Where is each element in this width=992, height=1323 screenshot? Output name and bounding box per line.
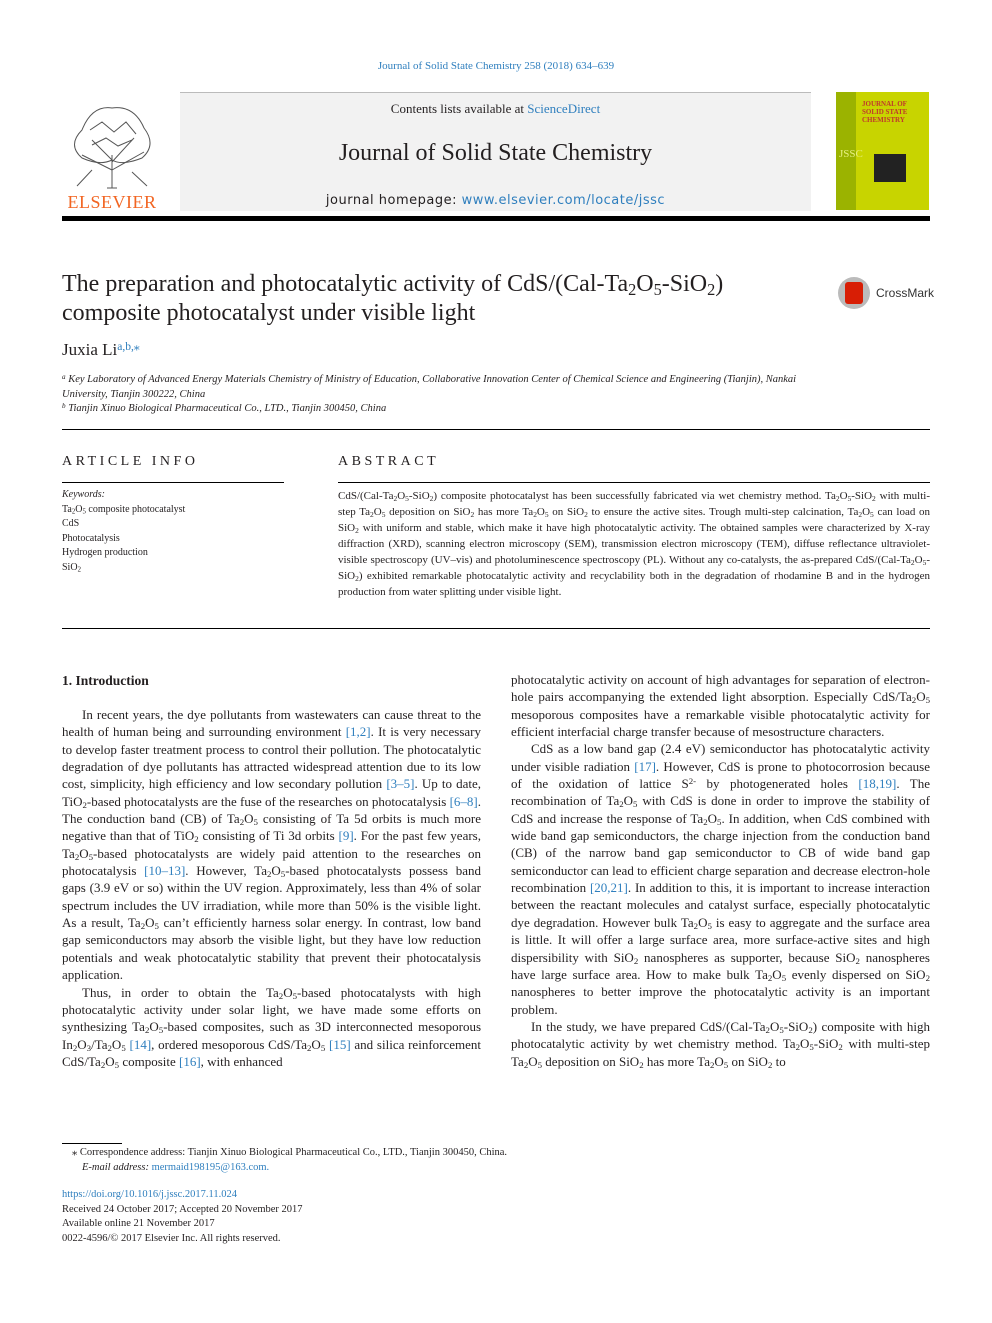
keyword-item: Photocatalysis <box>62 532 120 544</box>
divider <box>62 628 930 629</box>
article-title: The preparation and photocatalytic activity of CdS/$(Cal-Ta_2O_5-SiO_2)$ composite photocatalyst under visible light <box>62 271 724 326</box>
paragraph: Thus, in order to obtain the $Ta_2O_5$-based photocatalysts with high photocatalytic activity under solar light, we have made some efforts on synthesizing $Ta_2O_5$-based composites, such as 3D interconnected mesoporous $In_2O_3/Ta_2O_5$ [14], ordered mesoporous CdS/$Ta_2O_5$ [15] and silica reinforcement CdS/$Ta_2O_5$ composite [16], with enhanced <box>62 984 482 1071</box>
keyword-item: SiO$_2$ <box>62 561 81 574</box>
reference-link[interactable]: [3–5] <box>386 776 415 792</box>
divider <box>338 482 930 483</box>
abstract-heading: ABSTRACT <box>338 454 440 469</box>
crossmark-label[interactable]: CrossMark <box>876 286 935 300</box>
body-column-right <box>511 671 930 1070</box>
section-heading-introduction: 1. Introduction <box>62 673 149 688</box>
reference-link[interactable]: [18,19] <box>858 776 897 792</box>
homepage-link[interactable]: www.elsevier.com/locate/jssc <box>461 193 666 208</box>
paragraph: In recent years, the dye pollutants from wastewaters can cause threat to the health of human being and surrounding environment [1,2]. It is very necessary to develop faster treatment process to control their pollution. The photocatalytic degradation of dye pollutants has attracted widespread attention due to its low cost, simplicity, high efficiency and low secondary pollution [3–5]. Up to date, TiO$_2$-based photocatalysts are the fuse of the researches on photocatalysis [6–8]. The conduction band (CB) of $Ta_2O_5$ consisting of Ta 5d orbits is much more negative than that of TiO$_2$ consisting of Ti 3d orbits [9]. For the past few years, $Ta_2O_5$-based photocatalysts are widely paid attention to the researches on photocatalysis [10–13]. However, $Ta_2O_5$-based photocatalysts possess band gaps (3.9 eV or so) within the UV region. Approximately, less than 4% of solar spectrum includes the UV irradiation, while more than 50% is the visible light. As a result, $Ta_2O_5$ can’t efficiently harness solar energy. In contrast, low band gap semiconductors may absorb the visible light, but they have low reduction potentials and weak photocatalytic stability that prevent their photocatalysis application. <box>62 707 481 983</box>
divider <box>62 482 284 483</box>
journal-title: Journal of Solid State Chemistry <box>338 140 653 166</box>
copyright: 0022-4596/© 2017 Elsevier Inc. All rights reserved. <box>62 1232 281 1244</box>
affiliation-b: $^b$ Tianjin Xinuo Biological Pharmaceutical Co., LTD., Tianjin 300450, China <box>62 401 387 414</box>
email-link[interactable]: mermaid198195@163.com. <box>151 1162 270 1173</box>
journal-homepage-line <box>180 193 811 208</box>
homepage-prefix: journal homepage: <box>325 193 462 208</box>
correspondence-address: ⁎ Correspondence address: Tianjin Xinuo Biological Pharmaceutical Co., LTD., Tianjin 300450, China. <box>72 1147 508 1158</box>
article-metadata <box>62 1188 562 1246</box>
keyword-item: CdS <box>62 518 80 529</box>
affiliation-a: $^a$ Key Laboratory of Advanced Energy Materials Chemistry of Ministry of Education, Collaborative Innovation Center of Chemical Science and Engineering (Tianjin), Nankai University, Tianjin 300222, China <box>62 372 797 400</box>
correspondence-footnote <box>62 1145 862 1175</box>
reference-link[interactable]: [10–13] <box>144 863 186 879</box>
available-online: Available online 21 November 2017 <box>62 1218 215 1229</box>
reference-link[interactable]: [6–8] <box>449 793 478 809</box>
email-label: E-mail address: <box>82 1162 152 1173</box>
cover-title: JOURNAL OF SOLID STATE CHEMISTRY <box>862 100 908 124</box>
reference-link[interactable]: [14] <box>129 1036 152 1052</box>
reference-link[interactable]: [15] <box>328 1036 351 1052</box>
divider <box>62 429 930 430</box>
author-line <box>62 340 140 360</box>
contents-available-line <box>180 101 811 117</box>
header-rule <box>62 216 930 221</box>
reference-link[interactable]: [9] <box>338 828 354 844</box>
footnote-rule <box>62 1143 122 1144</box>
reference-link[interactable]: [1,2] <box>345 724 371 740</box>
paragraph: CdS as a low band gap (2.4 eV) semiconductor has photocatalytic activity under visible radiation [17]. However, CdS is prone to photocorrosion because of the oxidation of lattice $S^{2-}$ by photogenerated holes [18,19]. The recombination of $Ta_2O_5$ with CdS is done in order to improve the stability of CdS and increase the response of $Ta_2O_5$. In addition, when CdS combined with wide band gap semiconductors, the charge injection from the conduction band (CB) of the narrow band gap semiconductor to CB of wide band gap semiconductor can lead to efficient charge separation and decrease electron-hole recombination [20,21]. In addition to this, it is important to increase interaction between the reactant molecules and catalyst surface, especially photocatalytic dye degradation. However bulk $Ta_2O_5$ is easy to aggregate and the surface area is little. It will offer a large surface area, more surface-active sites and high dispersibility with SiO$_2$ nanospheres as supporter, because SiO$_2$ nanospheres have large surface area. How to make bulk $Ta_2O_5$ evenly dispersed on SiO$_2$ nanospheres to better improve the photocatalytic activity is an important problem. <box>511 741 930 1017</box>
article-info-heading: ARTICLE INFO <box>62 454 199 469</box>
reference-link[interactable]: [17] <box>634 758 656 774</box>
journal-cover-image <box>836 92 929 210</box>
keyword-item: Hydrogen production <box>62 547 148 558</box>
body-column-left <box>62 706 481 1070</box>
cover-side-text: JSSC <box>839 148 863 160</box>
received-dates: Received 24 October 2017; Accepted 20 November 2017 <box>62 1203 303 1215</box>
doi-link[interactable]: https://doi.org/10.1016/j.jssc.2017.11.024 <box>62 1189 238 1200</box>
author-affiliation-marks[interactable]: a,b,⁎ <box>117 339 140 353</box>
contents-prefix: Contents lists available at <box>390 101 528 116</box>
abstract-text: CdS/$(Cal-Ta_2O_5-SiO_2)$ composite photocatalyst has been successfully fabricated via wet chemistry method. $Ta_2O_5-SiO_2$ with multi-step $Ta_2O_5$ deposition on SiO$_2$ has more $Ta_2O_5$ on SiO$_2$ to ensure the active sites. Trough multi-step calcination, $Ta_2O_5$ can load on SiO$_2$ with uniform and stable, which make it have high photocatalytic activity. The obtained samples were characterized by X-ray diffraction (XRD), scanning electron microscopy (SEM), transmission electron microscopy (TEM), diffuse reflectance ultraviolet-visible spectroscopy (UV–vis) and photoluminescence spectroscopy (PL). Without any co-catalysts, the as-prepared CdS/$(Cal-Ta_2O_5-SiO_2)$ exhibited remarkable photocatalytic activity and recyclability both in the degradation of rhodamine B and in the hydrogen production from water splitting under visible light. <box>338 490 931 598</box>
paragraph: In the study, we have prepared CdS/$(Cal-Ta_2O_5-SiO_2)$ composite with high photocatalytic activity by wet chemistry method. $Ta_2O_5-SiO_2$ with multi-step $Ta_2O_5$ deposition on SiO$_2$ has more $Ta_2O_5$ on SiO$_2$ to <box>511 1018 930 1070</box>
keywords-label: Keywords: <box>62 489 105 500</box>
elsevier-wordmark: ELSEVIER <box>67 192 157 212</box>
keywords-list <box>62 488 282 575</box>
author-name: Juxia Li <box>62 340 118 359</box>
reference-link[interactable]: [16] <box>179 1053 201 1069</box>
crossmark-icon[interactable] <box>838 277 870 309</box>
journal-citation[interactable]: Journal of Solid State Chemistry 258 (2018) 634–639 <box>377 60 615 72</box>
sciencedirect-link[interactable]: ScienceDirect <box>527 101 601 116</box>
reference-link[interactable]: [20,21] <box>589 880 628 896</box>
paragraph: photocatalytic activity on account of high advantages for separation of electron-hole pairs accompanying the extended light absorption. Especially CdS/$Ta_2O_5$ mesoporous composites have a remarkable visible photocatalytic activity for efficient interfacial charge transfer because of mesostructure characters. <box>511 672 930 740</box>
affiliations <box>62 373 832 417</box>
keyword-item: $Ta_2O_5$ composite photocatalyst <box>62 503 186 516</box>
